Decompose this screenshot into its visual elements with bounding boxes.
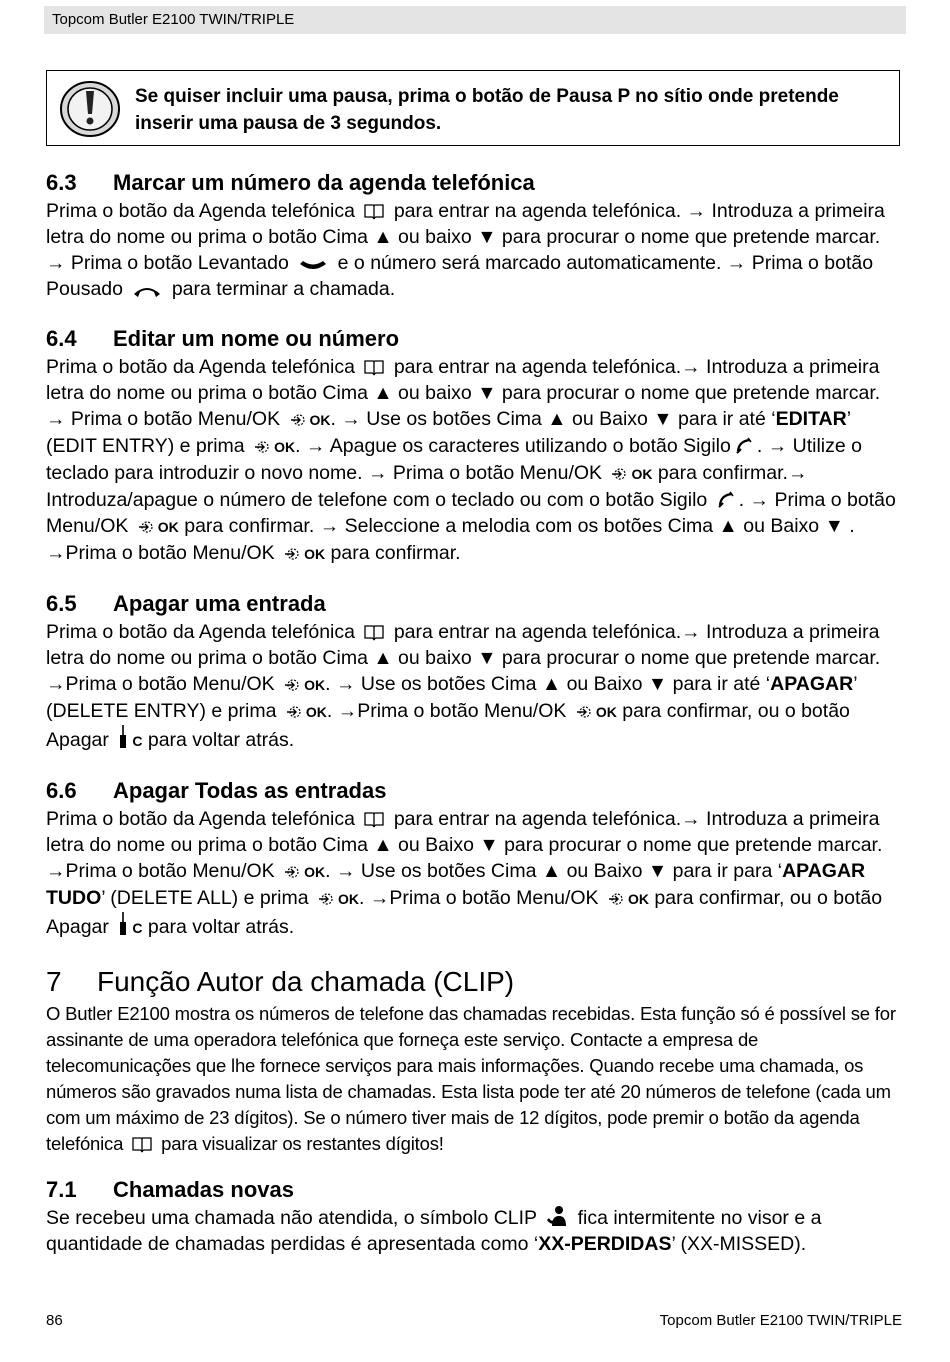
ok-label: OK bbox=[304, 677, 326, 693]
on-hook-icon bbox=[132, 284, 162, 298]
body-text: ’ (DELETE ENTRY) e prima bbox=[46, 673, 857, 722]
delete-key-icon bbox=[118, 725, 128, 749]
body-text: para confirmar. bbox=[330, 542, 461, 564]
section-title: Editar um nome ou número bbox=[113, 326, 400, 351]
body-text: . →Prima o botão Menu/OK bbox=[326, 700, 567, 722]
body-text: . →Prima o botão Menu/OK bbox=[359, 887, 599, 909]
menu-option: APAGAR TUDO bbox=[46, 860, 866, 909]
section-number: 6.4 bbox=[46, 326, 77, 351]
body-text: O Butler E2100 mostra os números de telefone das chamadas recebidas. Esta função só é possível se for assinante de uma operadora telefónica que forneça este serviço. Contacte a empresa de telecomunicações que lhe fornece serviços para mais informações. Quando recebe uma chamada, os números são gravados numa lista de chamadas. Esta lista pode ter até 20 números de telefone (cada um com um máximo de 23 dígitos). Se o número tiver mais de 12 dígitos, pode premir o botão da agenda telefónica bbox=[46, 1003, 896, 1154]
menu-option: APAGAR bbox=[770, 673, 854, 695]
section-body bbox=[46, 806, 904, 941]
body-text: . → Apague os caracteres utilizando o botão Sigilo bbox=[295, 435, 731, 457]
body-text: para voltar atrás. bbox=[147, 916, 295, 938]
ok-label: OK bbox=[627, 891, 649, 907]
body-text: . → Utilize o teclado para introduzir o novo nome. → Prima o botão Menu/OK bbox=[46, 435, 862, 484]
section-body bbox=[46, 619, 904, 754]
body-text: Se recebeu uma chamada não atendida, o símbolo CLIP bbox=[46, 1207, 537, 1229]
ok-label: OK bbox=[304, 864, 326, 880]
phonebook-icon bbox=[364, 624, 384, 641]
menu-ok-icon bbox=[576, 704, 592, 720]
page-content bbox=[46, 168, 904, 1257]
off-hook-icon bbox=[298, 260, 328, 272]
body-text: para voltar atrás. bbox=[147, 729, 295, 751]
ok-label: OK bbox=[304, 546, 326, 562]
body-text: para entrar na agenda telefónica. → Introduza a primeira letra do nome ou prima o botão Cima ▲ ou baixo ▼ para procurar o nome que pretende marcar. → Prima o botão Levantado bbox=[46, 200, 885, 274]
menu-ok-icon bbox=[138, 519, 154, 535]
body-text: para confirmar.→ Introduza/apague o número de telefone com o teclado ou com o botão Sigilo bbox=[46, 462, 808, 511]
section-number: 6.5 bbox=[46, 591, 77, 616]
running-header bbox=[44, 6, 906, 34]
display-message: XX-PERDIDAS bbox=[538, 1233, 672, 1255]
section-number: 6.6 bbox=[46, 778, 77, 803]
section-heading bbox=[46, 589, 904, 619]
section-body bbox=[46, 354, 904, 567]
section-body bbox=[46, 1205, 904, 1257]
body-text: para terminar a chamada. bbox=[171, 278, 396, 300]
section-number: 7.1 bbox=[46, 1177, 77, 1202]
body-text: para confirmar, ou o botão Apagar bbox=[46, 887, 883, 938]
clip-person-icon bbox=[546, 1205, 568, 1227]
section-body bbox=[46, 198, 904, 302]
body-text: . → Use os botões Cima ▲ ou Baixo ▼ para ir até ‘ bbox=[330, 408, 776, 430]
body-text: para entrar na agenda telefónica.→ Introduza a primeira letra do nome ou prima o botão Cima ▲ ou baixo ▼ para procurar o nome que pretende marcar. →Prima o botão Menu/OK bbox=[46, 621, 881, 695]
body-text: Prima o botão da Agenda telefónica bbox=[46, 356, 355, 378]
body-text: fica intermitente no visor e a quantidade de chamadas perdidas é apresentada como ‘ bbox=[46, 1207, 822, 1255]
secrecy-icon bbox=[735, 437, 753, 455]
menu-option: EDITAR bbox=[775, 408, 847, 430]
body-text: para confirmar, ou o botão Apagar bbox=[46, 700, 850, 751]
section-heading bbox=[46, 776, 904, 806]
body-text: para entrar na agenda telefónica.→ Introduza a primeira letra do nome ou prima o botão Cima ▲ ou Baixo ▼ para procurar o nome que pretende marcar. →Prima o botão Menu/OK bbox=[46, 808, 883, 882]
menu-ok-icon bbox=[284, 546, 300, 562]
menu-ok-icon bbox=[608, 891, 624, 907]
ok-label: OK bbox=[274, 439, 296, 455]
phonebook-icon bbox=[364, 811, 384, 828]
section-heading bbox=[46, 324, 904, 354]
c-key-label: C bbox=[132, 733, 143, 749]
menu-ok-icon bbox=[290, 412, 306, 428]
ok-label: OK bbox=[631, 466, 653, 482]
ok-label: OK bbox=[305, 704, 327, 720]
body-text: ’ (XX-MISSED). bbox=[671, 1233, 807, 1255]
section-heading bbox=[46, 1175, 904, 1205]
body-text: para confirmar. → Seleccione a melodia com os botões Cima ▲ ou Baixo ▼ . →Prima o botão Menu/OK bbox=[46, 515, 855, 564]
section-title: Marcar um número da agenda telefónica bbox=[113, 170, 535, 195]
body-text: para visualizar os restantes dígitos! bbox=[161, 1133, 444, 1154]
section-body bbox=[46, 1001, 904, 1157]
section-title: Apagar Todas as entradas bbox=[113, 778, 387, 803]
warning-icon bbox=[59, 80, 121, 138]
menu-ok-icon bbox=[286, 704, 302, 720]
menu-ok-icon bbox=[284, 864, 300, 880]
phonebook-icon bbox=[364, 359, 384, 376]
phonebook-icon bbox=[364, 203, 384, 220]
delete-key-icon bbox=[118, 912, 128, 936]
menu-ok-icon bbox=[284, 677, 300, 693]
section-heading bbox=[46, 168, 904, 198]
page-number: 86 bbox=[46, 1312, 63, 1329]
secrecy-icon bbox=[717, 491, 735, 509]
footer-title: Topcom Butler E2100 TWIN/TRIPLE bbox=[659, 1312, 902, 1329]
note-text: Se quiser incluir uma pausa, prima o botão de Pausa P no sítio onde pretende inserir uma pausa de 3 segundos. bbox=[135, 86, 839, 134]
ok-label: OK bbox=[157, 519, 179, 535]
c-key-label: C bbox=[132, 920, 143, 936]
body-text: para entrar na agenda telefónica.→ Introduza a primeira letra do nome ou prima o botão Cima ▲ ou baixo ▼ para procurar o nome que pretende marcar. → Prima o botão Menu/OK bbox=[46, 356, 881, 430]
body-text: Prima o botão da Agenda telefónica bbox=[46, 200, 355, 222]
body-text: . → Use os botões Cima ▲ ou Baixo ▼ para ir até ‘ bbox=[325, 673, 771, 695]
ok-label: OK bbox=[595, 704, 617, 720]
chapter-heading bbox=[46, 963, 904, 1001]
body-text: ’ (EDIT ENTRY) e prima bbox=[46, 408, 851, 457]
body-text: Prima o botão da Agenda telefónica bbox=[46, 621, 355, 643]
phonebook-icon bbox=[132, 1136, 152, 1153]
note-box bbox=[46, 70, 900, 146]
menu-ok-icon bbox=[254, 439, 270, 455]
body-text: . → Prima o botão Menu/OK bbox=[46, 489, 896, 537]
section-title: Apagar uma entrada bbox=[113, 591, 326, 616]
body-text: ’ (DELETE ALL) e prima bbox=[101, 887, 309, 909]
section-title: Chamadas novas bbox=[113, 1177, 294, 1202]
menu-ok-icon bbox=[611, 466, 627, 482]
ok-label: OK bbox=[309, 412, 331, 428]
body-text: e o número será marcado automaticamente. → Prima o botão Pousado bbox=[46, 252, 874, 300]
body-text: . → Use os botões Cima ▲ ou Baixo ▼ para ir para ‘ bbox=[325, 860, 783, 882]
menu-ok-icon bbox=[318, 891, 334, 907]
ok-label: OK bbox=[338, 891, 360, 907]
header-title: Topcom Butler E2100 TWIN/TRIPLE bbox=[52, 11, 295, 28]
section-number: 6.3 bbox=[46, 170, 77, 195]
chapter-number: 7 bbox=[46, 966, 62, 997]
chapter-title: Função Autor da chamada (CLIP) bbox=[97, 966, 515, 997]
body-text: Prima o botão da Agenda telefónica bbox=[46, 808, 355, 830]
